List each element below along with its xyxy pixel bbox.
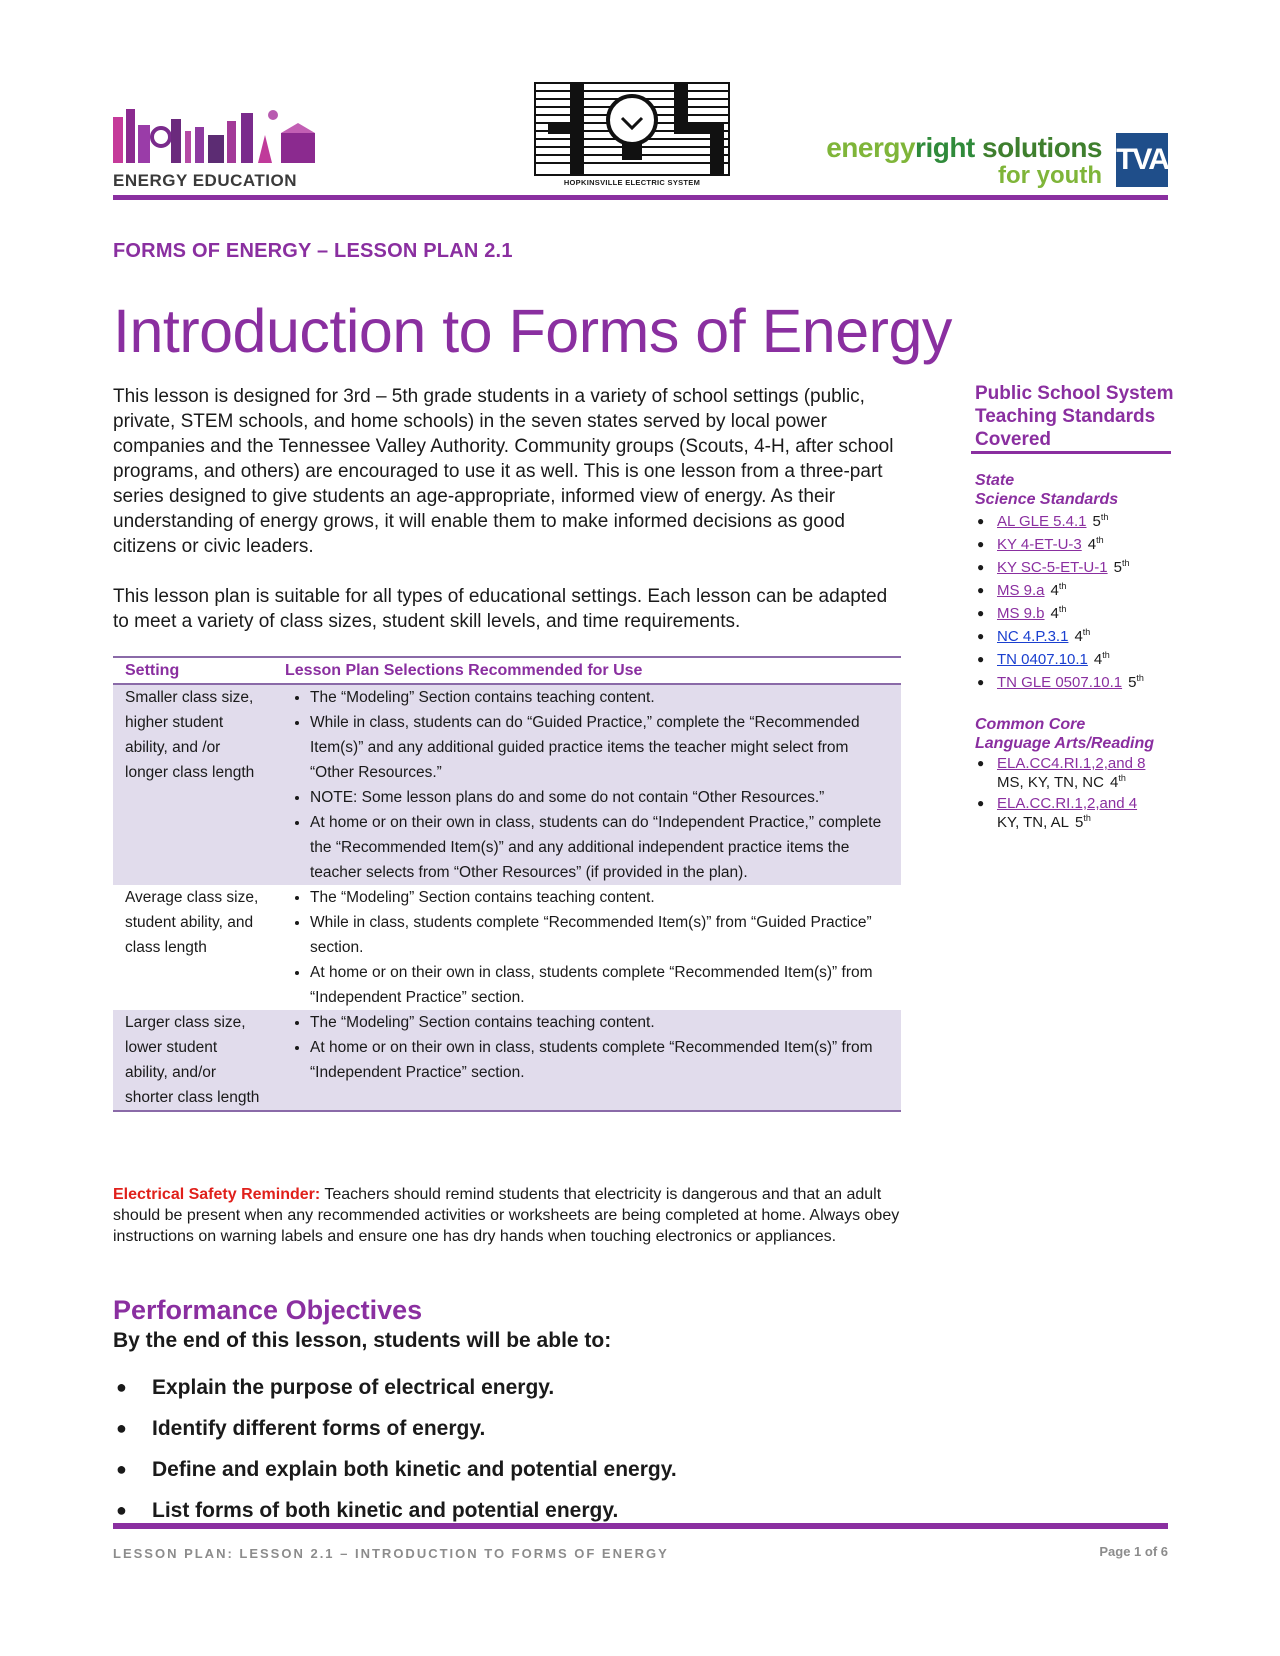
list-item: [975, 794, 1145, 832]
selection-list: [285, 685, 889, 885]
table-header-row: [113, 657, 901, 684]
common-core-list: [975, 754, 1145, 834]
bullet-icon: ●: [116, 1459, 127, 1479]
grade-level: 4th: [1050, 581, 1067, 599]
safety-reminder-text: Teachers should remind students that electricity is dangerous and that an adult should be present when any recommended activities or worksheets are being completed at home. Always obey instructions on warning labels and ensure one has dry hands when touching electronics or appliances.: [113, 1186, 900, 1245]
standard-link[interactable]: KY 4-ET-U-3: [997, 536, 1082, 553]
energy-education-logo: [113, 105, 333, 195]
standard-link[interactable]: TN 0407.10.1: [997, 651, 1088, 668]
tva-logo: TVA: [1116, 133, 1168, 187]
bullet-icon: ●: [116, 1418, 127, 1438]
bullet-icon: ●: [116, 1500, 127, 1520]
table-cell-selections: [273, 1010, 901, 1111]
state-label-line1: State: [975, 472, 1015, 489]
grade-level: 4th: [1109, 773, 1126, 791]
safety-reminder: [113, 1184, 903, 1247]
footer-lesson-title: LESSON PLAN: LESSON 2.1 – INTRODUCTION TO FORMS OF ENERGY: [113, 1546, 669, 1561]
list-item: • The “Modeling” Section contains teaching content.: [310, 885, 889, 910]
list-item: [113, 1367, 913, 1408]
state-standards-label: [975, 471, 1118, 509]
selection-list: [285, 1010, 889, 1085]
hopkinsville-logo: [534, 82, 730, 194]
list-item: [113, 1449, 913, 1490]
grade-level: 5th: [1113, 558, 1130, 576]
standard-link[interactable]: TN GLE 0507.10.1: [997, 674, 1123, 691]
energyright-logo: [772, 132, 1102, 192]
objective-text: List forms of both kinetic and potential energy.: [152, 1499, 619, 1522]
intro-paragraph-1: This lesson is designed for 3rd – 5th grade students in a variety of school settings (public, private, STEM schools, and home schools) in the seven states served by local power companies and the Tennessee Valley Authority. Community groups (Scouts, 4-H, after school programs, and others) are encouraged to use it as well. This is one lesson from a three-part series designed to give students an age-appropriate, informed view of energy. As their understanding of energy grows, it will enable them to make informed decisions as good citizens or civic leaders.: [113, 386, 894, 557]
bullet-icon: ●: [116, 1377, 127, 1397]
table-header-selections: Lesson Plan Selections Recommended for Use: [273, 657, 901, 684]
list-item: • The “Modeling” Section contains teaching content.: [310, 1010, 889, 1035]
cc-states: KY, TN, AL: [997, 814, 1069, 831]
list-item: [975, 602, 1144, 625]
standard-link[interactable]: ELA.CC.RI.1,2,and 4: [997, 795, 1138, 812]
footer-divider: [113, 1523, 1168, 1529]
lesson-plan-label: FORMS OF ENERGY – LESSON PLAN 2.1: [113, 240, 513, 262]
lesson-settings-table: [113, 656, 901, 1112]
list-item: • While in class, students can do “Guided Practice,” complete the “Recommended Item(s)” and any additional guided practice items the teacher might select from “Other Resources.”: [310, 710, 889, 785]
objective-text: Define and explain both kinetic and potential energy.: [152, 1458, 677, 1481]
standard-link[interactable]: MS 9.b: [997, 605, 1045, 622]
cc-label-line2: Language Arts/Reading: [975, 735, 1154, 752]
standard-link[interactable]: ELA.CC4.RI.1,2,and 8: [997, 755, 1146, 772]
list-item: • NOTE: Some lesson plans do and some do not contain “Other Resources.”: [310, 785, 889, 810]
bullet-icon: ●: [977, 606, 985, 620]
list-item: [975, 510, 1144, 533]
bullet-icon: ●: [977, 675, 985, 689]
grade-level: 4th: [1087, 535, 1104, 553]
table-cell-setting: Average class size, student ability, and class length: [125, 889, 259, 956]
objectives-list: [113, 1367, 913, 1531]
table-cell-setting: Smaller class size, higher student ability, and /or longer class length: [113, 684, 273, 885]
state-standards-list: [975, 510, 1144, 694]
state-label-line2: Science Standards: [975, 491, 1119, 508]
page-title: Introduction to Forms of Energy: [113, 297, 952, 365]
objective-text: Identify different forms of energy.: [152, 1417, 486, 1440]
list-item: • At home or on their own in class, students can do “Independent Practice,” complete the “Recommended Item(s)” and any additional independent practice items the teacher selects from “Other Resources” (if provided in the plan).: [310, 810, 889, 885]
grade-level: 4th: [1074, 627, 1091, 645]
table-cell-setting: Larger class size, lower student ability, and/or shorter class length: [113, 1010, 273, 1111]
list-item: [975, 648, 1144, 671]
bullet-icon: ●: [977, 652, 985, 666]
bullet-icon: ●: [977, 514, 985, 528]
table-row: [113, 885, 901, 1010]
list-item: • While in class, students complete “Recommended Item(s)” from “Guided Practice” section.: [310, 910, 889, 960]
list-item: [975, 556, 1144, 579]
list-item: [975, 754, 1145, 792]
energy-education-icon: [113, 105, 323, 167]
list-item: • The “Modeling” Section contains teaching content.: [310, 685, 889, 710]
hopkinsville-emblem-icon: [534, 82, 730, 176]
bullet-icon: ●: [977, 560, 985, 574]
standard-link[interactable]: NC 4.P.3.1: [997, 628, 1069, 645]
objective-text: Explain the purpose of electrical energy.: [152, 1376, 555, 1399]
bullet-icon: ●: [977, 537, 985, 551]
grade-level: 4th: [1093, 650, 1110, 668]
energyright-word-right: right: [915, 132, 975, 163]
bullet-icon: ●: [977, 583, 985, 597]
grade-level: 5th: [1092, 512, 1109, 530]
standards-divider: [971, 451, 1171, 454]
energyright-word-solutions: solutions: [982, 132, 1102, 163]
standards-title: Public School System Teaching Standards Covered: [975, 383, 1174, 450]
page-number: Page 1 of 6: [1099, 1544, 1168, 1559]
intro-paragraph-2: This lesson plan is suitable for all types of educational settings. Each lesson can be adapted to meet a variety of class sizes, student skill levels, and time requirements.: [113, 586, 888, 632]
hopkinsville-label: HOPKINSVILLE ELECTRIC SYSTEM: [563, 178, 701, 187]
intro-text: [113, 384, 903, 659]
grade-level: 5th: [1128, 673, 1144, 691]
table-header-setting: Setting: [113, 657, 273, 684]
objectives-intro: By the end of this lesson, students will be able to:: [113, 1329, 612, 1352]
standard-link[interactable]: KY SC-5-ET-U-1: [997, 559, 1108, 576]
standard-link[interactable]: MS 9.a: [997, 582, 1045, 599]
list-item: [975, 579, 1144, 602]
selection-list: [285, 885, 889, 1010]
table-cell-selections: [273, 684, 901, 885]
bullet-icon: ●: [977, 796, 985, 810]
energyright-line1: [772, 132, 1102, 164]
list-item: [975, 533, 1144, 556]
energyright-line2: for youth: [998, 162, 1102, 189]
energy-education-label: ENERGY EDUCATION: [113, 171, 298, 190]
list-item: [975, 671, 1144, 694]
grade-level: 4th: [1050, 604, 1067, 622]
list-item: • At home or on their own in class, students complete “Recommended Item(s)” from “Independent Practice” section.: [310, 960, 889, 1010]
objectives-heading: Performance Objectives: [113, 1295, 423, 1325]
standard-link[interactable]: AL GLE 5.4.1: [997, 513, 1087, 530]
bullet-icon: ●: [977, 629, 985, 643]
cc-label-line1: Common Core: [975, 716, 1086, 733]
header-divider: [113, 195, 1168, 200]
grade-level: 5th: [1075, 813, 1091, 831]
list-item: • At home or on their own in class, students complete “Recommended Item(s)” from “Independent Practice” section.: [310, 1035, 889, 1085]
table-row: [113, 684, 901, 885]
bullet-icon: ●: [977, 756, 985, 770]
cc-states: MS, KY, TN, NC: [997, 774, 1104, 791]
list-item: [975, 625, 1144, 648]
common-core-label: [975, 715, 1154, 753]
energyright-word-energy: energy: [826, 132, 916, 163]
table-row: [113, 1010, 901, 1111]
safety-reminder-label: Electrical Safety Reminder:: [113, 1186, 321, 1203]
list-item: [113, 1408, 913, 1449]
table-cell-selections: [273, 885, 901, 1010]
